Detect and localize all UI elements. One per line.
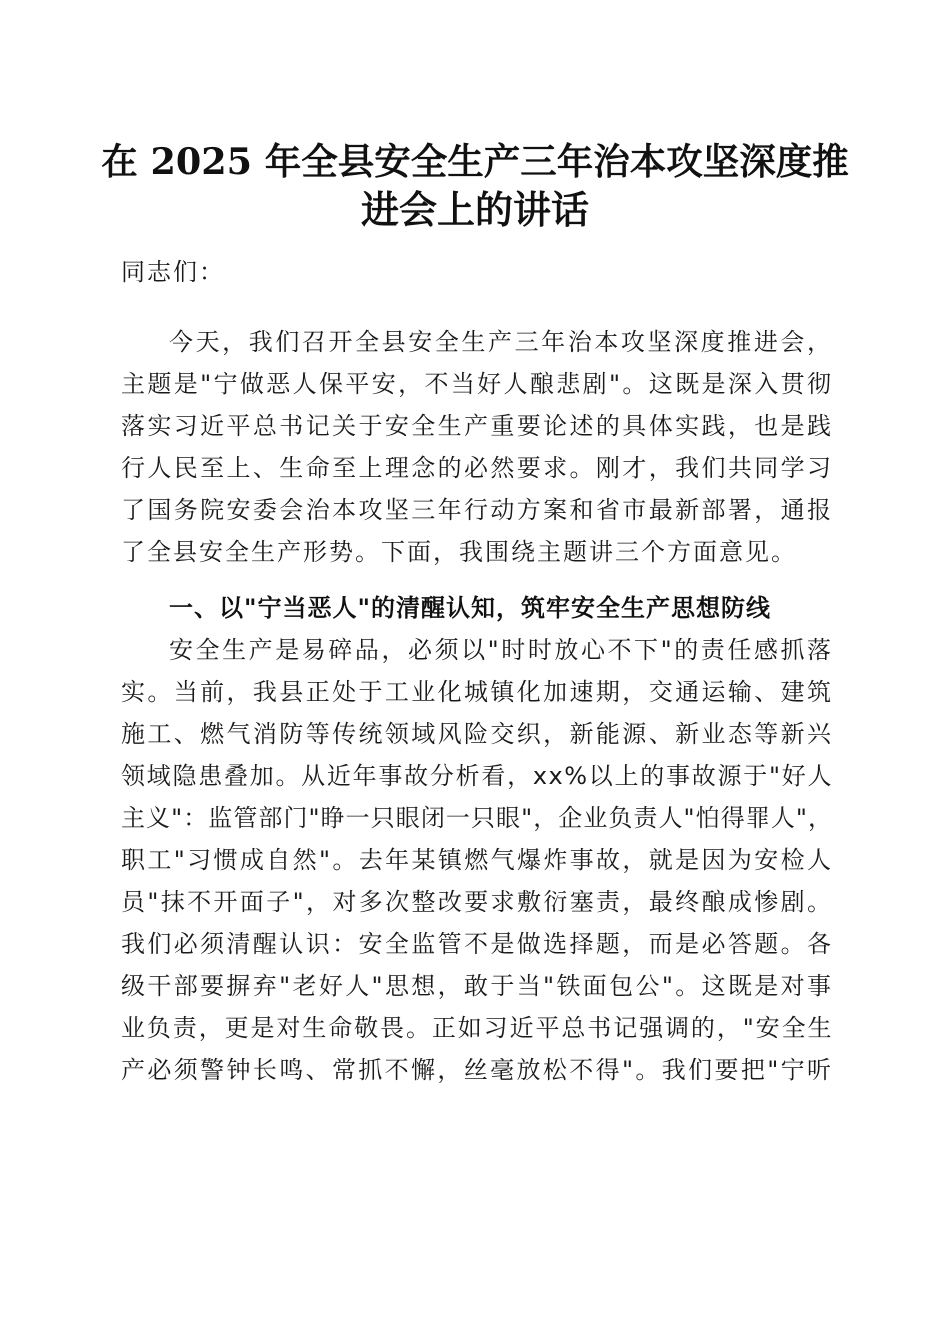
document-title-line-2: 进会上的讲话 [360,187,589,232]
paragraph-1-line: 了国务院安委会治本攻坚三年行动方案和省市最新部署，通报 [121,496,833,524]
paragraph-2-line: 职工"习惯成自然"。去年某镇燃气爆炸事故，就是因为安检人 [121,846,833,874]
paragraph-1-line: 了全县安全生产形势。下面，我围绕主题讲三个方面意见。 [121,538,797,566]
paragraph-2-line: 施工、燃气消防等传统领域风险交织，新能源、新业态等新兴 [121,720,833,748]
paragraph-1-line: 行人民至上、生命至上理念的必然要求。刚才，我们共同学习 [121,454,833,482]
paragraph-2-line: 业负责，更是对生命敬畏。正如习近平总书记强调的，"安全生 [121,1014,833,1042]
salutation: 同志们： [121,258,225,286]
document-title-line-1: 在 2025 年全县安全生产三年治本攻坚深度推 [101,140,849,183]
paragraph-1-line: 主题是"宁做恶人保平安，不当好人酿悲剧"。这既是深入贯彻 [121,370,833,398]
section-1-heading: 一、以"宁当恶人"的清醒认知，筑牢安全生产思想防线 [169,594,772,622]
paragraph-1-line: 今天，我们召开全县安全生产三年治本攻坚深度推进会， [169,328,833,356]
paragraph-2-line: 领域隐患叠加。从近年事故分析看，xx%以上的事故源于"好人 [121,762,833,790]
paragraph-2-line: 产必须警钟长鸣、常抓不懈，丝毫放松不得"。我们要把"宁听 [121,1056,833,1084]
paragraph-1-line: 落实习近平总书记关于安全生产重要论述的具体实践，也是践 [121,412,833,440]
paragraph-2-line: 主义"：监管部门"睁一只眼闭一只眼"，企业负责人"怕得罪人"， [121,804,833,832]
paragraph-2-line: 实。当前，我县正处于工业化城镇化加速期，交通运输、建筑 [121,678,833,706]
paragraph-2-line: 员"抹不开面子"，对多次整改要求敷衍塞责，最终酿成惨剧。 [121,888,833,916]
paragraph-2-line: 级干部要摒弃"老好人"思想，敢于当"铁面包公"。这既是对事 [121,972,833,1000]
paragraph-2-line: 我们必须清醒认识：安全监管不是做选择题，而是必答题。各 [121,930,833,958]
paragraph-2-line: 安全生产是易碎品，必须以"时时放心不下"的责任感抓落 [169,636,833,664]
